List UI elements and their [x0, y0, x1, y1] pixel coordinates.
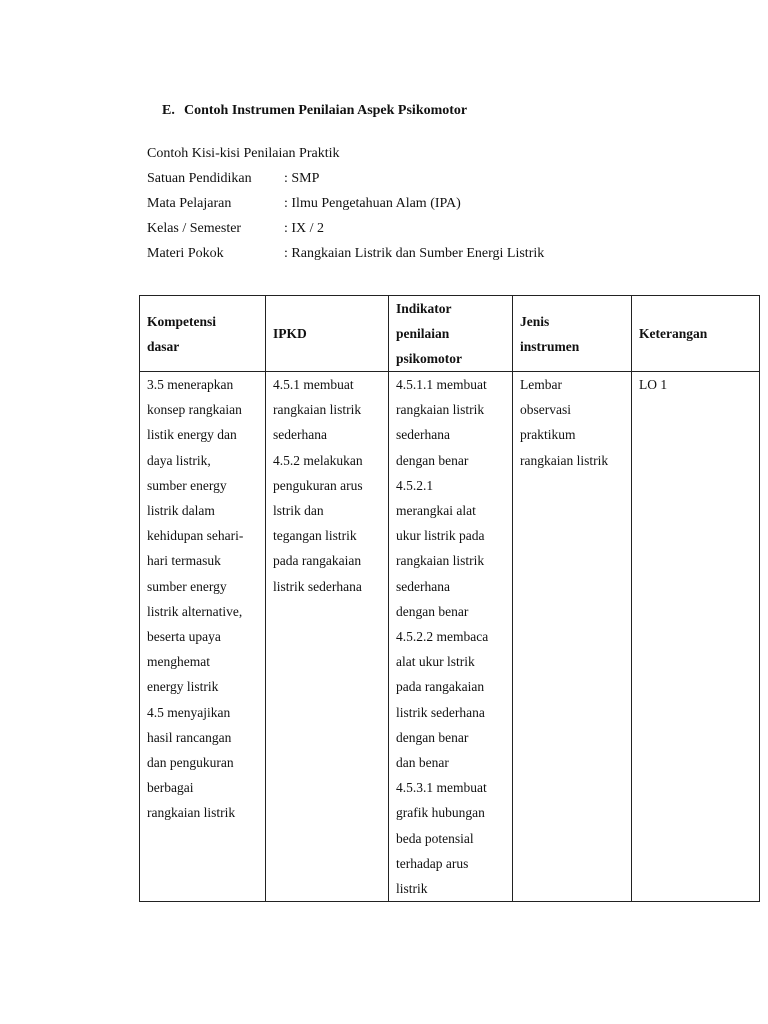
cell-line: Lembar	[520, 377, 562, 392]
cell-line: 3.5 menerapkan	[147, 377, 234, 392]
cell-line: instrumen	[520, 338, 580, 354]
cell-line: dengan benar	[396, 603, 469, 619]
cell-line: Indikator	[396, 301, 452, 316]
section-title: Contoh Instrumen Penilaian Aspek Psikomotor	[184, 103, 468, 118]
kisi-kisi-table	[139, 295, 760, 902]
info-block	[147, 145, 544, 270]
cell-ipkd	[266, 372, 389, 902]
section-letter: E.	[162, 103, 175, 118]
cell-line: listrik	[396, 881, 428, 897]
cell-line: berbagai	[147, 780, 194, 796]
header-kompetensi-dasar	[140, 296, 266, 372]
cell-line: rangkaian listrik	[273, 402, 362, 418]
cell-line: IPKD	[273, 326, 307, 341]
header-indikator	[389, 296, 513, 372]
cell-line: listrik sederhana	[396, 704, 485, 720]
cell-line: hasil rancangan	[147, 729, 232, 745]
cell-line: rangkaian listrik	[147, 805, 236, 821]
info-value-kelas: : IX / 2	[284, 221, 325, 236]
cell-line: Jenis	[520, 313, 550, 329]
cell-line: praktikum	[520, 427, 576, 443]
cell-line: pada rangakaian	[273, 553, 362, 569]
cell-line: kehidupan sehari-	[147, 528, 244, 544]
cell-line: sederhana	[273, 427, 327, 443]
cell-line: dan pengukuran	[147, 755, 234, 771]
cell-line: observasi	[520, 402, 571, 418]
header-ipkd	[266, 296, 389, 372]
cell-line: daya listrik,	[147, 452, 211, 468]
cell-line: konsep rangkaian	[147, 402, 242, 418]
cell-line: menghemat	[147, 654, 210, 670]
cell-line: 4.5 menyajikan	[147, 704, 231, 720]
cell-line: beserta upaya	[147, 629, 221, 645]
cell-line: merangkai alat	[396, 503, 476, 519]
cell-line: listrik sederhana	[273, 578, 362, 594]
info-subtitle: Contoh Kisi-kisi Penilaian Praktik	[147, 146, 340, 161]
cell-line: listik energy dan	[147, 427, 237, 443]
cell-line: pengukuran arus	[273, 477, 363, 493]
header-jenis-instrumen	[513, 296, 632, 372]
cell-line: hari termasuk	[147, 553, 221, 569]
info-value-materi: : Rangkaian Listrik dan Sumber Energi Listrik	[284, 246, 545, 261]
cell-line: lstrik dan	[273, 503, 324, 519]
info-label-materi: Materi Pokok	[147, 246, 224, 261]
cell-line: energy listrik	[147, 679, 219, 695]
cell-line: tegangan listrik	[273, 528, 357, 544]
header-keterangan	[632, 296, 760, 372]
info-label-kelas: Kelas / Semester	[147, 221, 242, 236]
info-label-mapel: Mata Pelajaran	[147, 196, 232, 211]
cell-line: sumber energy	[147, 578, 227, 594]
info-row	[147, 195, 544, 220]
cell-line: LO 1	[639, 377, 668, 392]
cell-line: pada rangakaian	[396, 679, 485, 695]
cell-keterangan	[632, 372, 760, 902]
cell-line: Keterangan	[639, 326, 708, 341]
cell-line: dan benar	[396, 755, 449, 771]
cell-indikator	[389, 372, 513, 902]
cell-line: rangkaian listrik	[520, 452, 609, 468]
info-label-satuan: Satuan Pendidikan	[147, 171, 252, 186]
cell-line: penilaian	[396, 326, 450, 341]
cell-line: dengan benar	[396, 452, 469, 468]
cell-line: ukur listrik pada	[396, 528, 485, 544]
cell-line: rangkaian listrik	[396, 553, 485, 569]
cell-line: listrik alternative,	[147, 603, 243, 619]
info-row	[147, 170, 544, 195]
cell-jenis-instrumen	[513, 372, 632, 902]
cell-line: alat ukur lstrik	[396, 654, 475, 670]
section-heading	[162, 103, 467, 119]
cell-line: dengan benar	[396, 729, 469, 745]
cell-line: sederhana	[396, 578, 450, 594]
info-row	[147, 245, 544, 270]
cell-line: Kompetensi	[147, 313, 216, 329]
cell-line: 4.5.1 membuat	[273, 377, 354, 392]
cell-line: 4.5.2.1	[396, 477, 434, 493]
cell-line: beda potensial	[396, 830, 474, 846]
table-header-row	[140, 296, 760, 372]
info-value-mapel: : Ilmu Pengetahuan Alam (IPA)	[284, 196, 461, 211]
cell-line: 4.5.2.2 membaca	[396, 629, 489, 645]
table-row	[140, 372, 760, 902]
cell-line: 4.5.3.1 membuat	[396, 780, 487, 796]
cell-line: sederhana	[396, 427, 450, 443]
info-value-satuan: : SMP	[284, 171, 320, 186]
cell-line: terhadap arus	[396, 855, 469, 871]
cell-line: rangkaian listrik	[396, 402, 485, 418]
cell-line: sumber energy	[147, 477, 227, 493]
cell-line: 4.5.1.1 membuat	[396, 377, 487, 392]
info-row	[147, 220, 544, 245]
cell-line: dasar	[147, 338, 180, 354]
cell-line: 4.5.2 melakukan	[273, 452, 363, 468]
cell-line: psikomotor	[396, 351, 463, 366]
cell-kompetensi-dasar	[140, 372, 266, 902]
cell-line: grafik hubungan	[396, 805, 485, 821]
cell-line: listrik dalam	[147, 503, 215, 519]
